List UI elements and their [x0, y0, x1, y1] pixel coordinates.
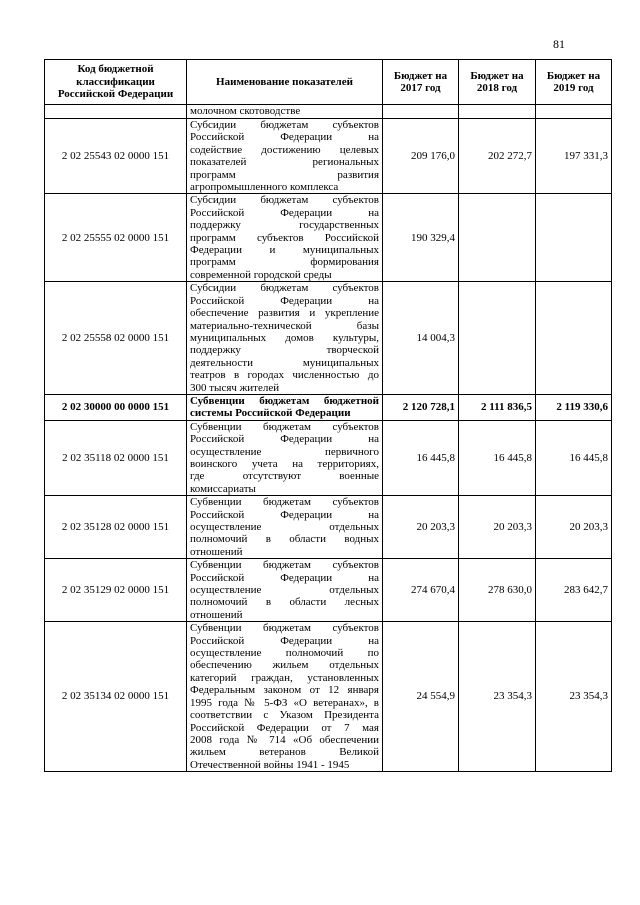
- header-budget-2018: Бюджет на 2018 год: [459, 60, 536, 105]
- row-name-line: Субвенции бюджетам бюджетной: [190, 394, 379, 407]
- row-name-line: Федерации и муниципальных: [190, 244, 379, 257]
- row-name-line: обеспечение развития и укрепление: [190, 307, 379, 320]
- row-name-line: материально-технической базы: [190, 319, 379, 332]
- row-name-line: обеспечению жильем отдельных: [190, 659, 379, 672]
- row-name-line: комиссариаты: [190, 482, 256, 495]
- row-budget-2019: [536, 282, 612, 395]
- row-name-line: Отечественной войны 1941 - 1945: [190, 758, 350, 771]
- row-name-line: Субвенции бюджетам субъектов: [190, 622, 379, 635]
- row-name-line: Российской Федерации от 7 мая: [190, 721, 379, 734]
- row-name: [187, 194, 383, 282]
- row-name-line: программ формирования: [190, 256, 379, 269]
- row-budget-2017: 2 120 728,1: [383, 394, 459, 420]
- row-name: [187, 119, 383, 194]
- row-budget-2019: 20 203,3: [536, 496, 612, 559]
- row-name-line: где отсутствуют военные: [190, 470, 379, 483]
- row-name-line: полномочий в области лесных: [190, 596, 379, 609]
- row-name-line: системы Российской Федерации: [190, 407, 351, 420]
- row-code: 2 02 25555 02 0000 151: [45, 194, 187, 282]
- row-budget-2018: [459, 194, 536, 282]
- row-name: [187, 622, 383, 772]
- row-name-line: деятельности муниципальных: [190, 356, 379, 369]
- row-name-line: соответствии с Указом Президента: [190, 709, 379, 722]
- row-name-line: муниципальных домов культуры,: [190, 331, 379, 344]
- row-budget-2017: 14 004,3: [383, 282, 459, 395]
- row-budget-2018: 16 445,8: [459, 420, 536, 495]
- row-budget-2018: [459, 282, 536, 395]
- row-budget-2018: 2 111 836,5: [459, 394, 536, 420]
- header-name: Наименование показателей: [187, 60, 383, 105]
- row-name-line: Российской Федерации на: [190, 571, 379, 584]
- row-name-line: 1995 года № 5-ФЗ «О ветеранах», в: [190, 696, 379, 709]
- row-name-line: Субвенции бюджетам субъектов: [190, 420, 379, 433]
- header-budget-2019: Бюджет на 2019 год: [536, 60, 612, 105]
- table-row: [45, 119, 612, 194]
- table-row: [45, 496, 612, 559]
- row-name-line: отношений: [190, 608, 243, 621]
- row-name-line: Федеральным законом от 12 января: [190, 684, 379, 697]
- row-name-line: категорий граждан, установленных: [190, 671, 379, 684]
- row-code: 2 02 30000 00 0000 151: [45, 394, 187, 420]
- row-name-line: агропромышленного комплекса: [190, 181, 339, 194]
- row-name-line: театров в городах численностью до: [190, 369, 379, 382]
- row-name-line: Субсидии бюджетам субъектов: [190, 282, 379, 295]
- row-budget-2019: 16 445,8: [536, 420, 612, 495]
- row-budget-2018: 202 272,7: [459, 119, 536, 194]
- budget-table: [44, 59, 612, 772]
- row-code: 2 02 35128 02 0000 151: [45, 496, 187, 559]
- row-code: 2 02 25558 02 0000 151: [45, 282, 187, 395]
- row-budget-2018: 20 203,3: [459, 496, 536, 559]
- row-budget-2017: 16 445,8: [383, 420, 459, 495]
- row-budget-2017: 24 554,9: [383, 622, 459, 772]
- row-name-line: воинского учета на территориях,: [190, 457, 379, 470]
- row-name-line: поддержку государственных: [190, 219, 379, 232]
- row-code: [45, 105, 187, 119]
- row-name-line: программ субъектов Российской: [190, 231, 379, 244]
- row-budget-2018: 23 354,3: [459, 622, 536, 772]
- row-name-line: поддержку творческой: [190, 344, 379, 357]
- row-name-line: осуществление полномочий по: [190, 647, 379, 660]
- row-name-line: программ развития: [190, 168, 379, 181]
- row-budget-2019: [536, 105, 612, 119]
- row-name-line: осуществление отдельных: [190, 521, 379, 533]
- row-name-line: осуществление отдельных: [190, 584, 379, 597]
- header-budget-2017: Бюджет на 2017 год: [383, 60, 459, 105]
- row-code: 2 02 35129 02 0000 151: [45, 559, 187, 622]
- row-code: 2 02 25543 02 0000 151: [45, 119, 187, 194]
- row-budget-2017: [383, 105, 459, 119]
- row-name-line: Российской Федерации на: [190, 294, 379, 307]
- row-budget-2019: [536, 194, 612, 282]
- row-name-line: Субвенции бюджетам субъектов: [190, 559, 379, 572]
- row-name: [187, 394, 383, 420]
- table-body: [45, 105, 612, 772]
- row-code: 2 02 35134 02 0000 151: [45, 622, 187, 772]
- row-name-line: показателей региональных: [190, 156, 379, 169]
- row-name-line: отношений: [190, 545, 243, 558]
- row-name: [187, 559, 383, 622]
- row-name-line: Российской Федерации на: [190, 206, 379, 219]
- row-name-line: современной городской среды: [190, 268, 332, 281]
- row-name-line: Субвенции бюджетам субъектов: [190, 496, 379, 509]
- row-name-line: содействие достижению целевых: [190, 143, 379, 156]
- row-name-line: осуществление первичного: [190, 445, 379, 458]
- row-name: [187, 496, 383, 559]
- row-code: 2 02 35118 02 0000 151: [45, 420, 187, 495]
- table-header-row: [45, 60, 612, 105]
- row-budget-2017: 274 670,4: [383, 559, 459, 622]
- row-name: [187, 282, 383, 395]
- row-budget-2019: 2 119 330,6: [536, 394, 612, 420]
- table-row: [45, 194, 612, 282]
- row-name-line: 2008 года № 714 «Об обеспечении: [190, 733, 379, 746]
- table-row: [45, 559, 612, 622]
- header-code: Код бюджетной классификации Российской Федерации: [45, 60, 187, 105]
- table-row: [45, 420, 612, 495]
- row-budget-2017: 190 329,4: [383, 194, 459, 282]
- row-budget-2019: 197 331,3: [536, 119, 612, 194]
- table-row: [45, 622, 612, 772]
- table-row: [45, 394, 612, 420]
- row-name-line: полномочий в области водных: [190, 533, 379, 546]
- row-name-line: Российской Федерации на: [190, 131, 379, 144]
- table-row: [45, 282, 612, 395]
- row-budget-2018: 278 630,0: [459, 559, 536, 622]
- row-budget-2017: 20 203,3: [383, 496, 459, 559]
- row-name-line: жильем ветеранов Великой: [190, 746, 379, 759]
- row-name-line: молочном скотоводстве: [190, 105, 301, 118]
- row-budget-2018: [459, 105, 536, 119]
- row-name-line: Субсидии бюджетам субъектов: [190, 119, 379, 131]
- row-name-line: Российской Федерации на: [190, 508, 379, 521]
- row-budget-2019: 23 354,3: [536, 622, 612, 772]
- row-name-line: Российской Федерации на: [190, 433, 379, 446]
- table-row: [45, 105, 612, 119]
- row-budget-2017: 209 176,0: [383, 119, 459, 194]
- row-name-line: Субсидии бюджетам субъектов: [190, 194, 379, 207]
- row-name: [187, 420, 383, 495]
- row-name: [187, 105, 383, 119]
- row-budget-2019: 283 642,7: [536, 559, 612, 622]
- page-number: 81: [553, 37, 565, 51]
- row-name-line: 300 тысяч жителей: [190, 381, 280, 394]
- row-name-line: Российской Федерации на: [190, 634, 379, 647]
